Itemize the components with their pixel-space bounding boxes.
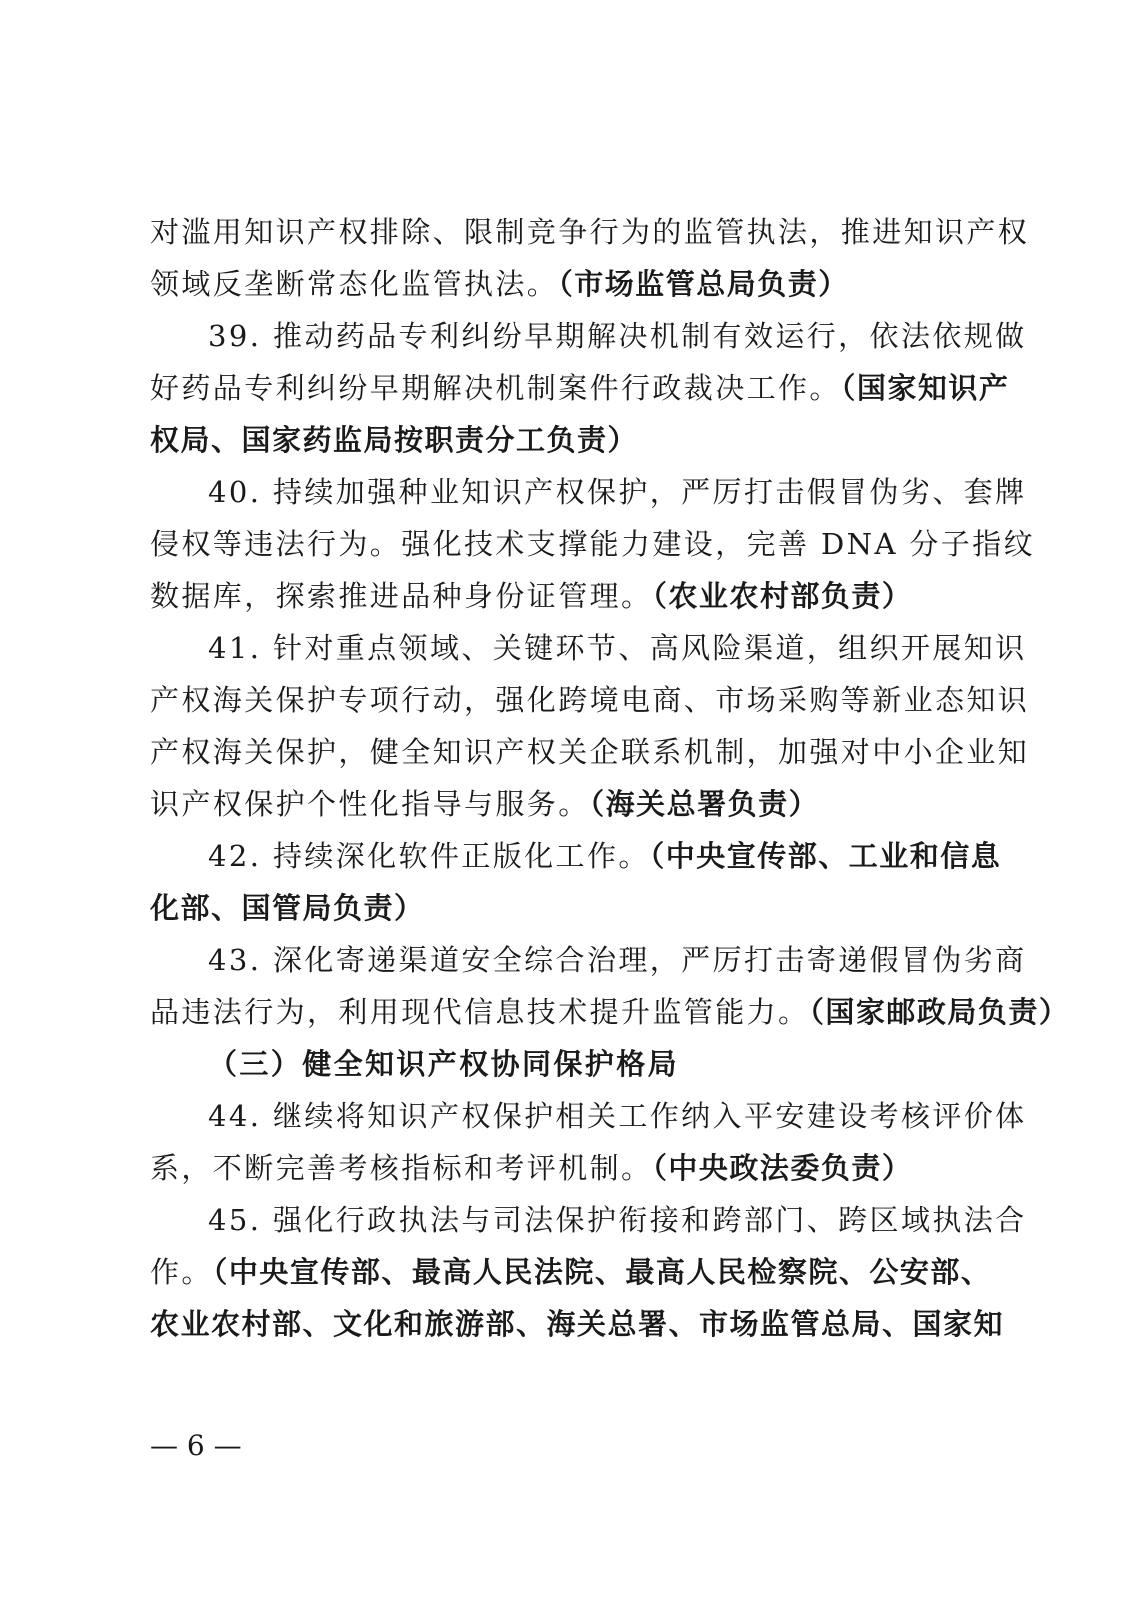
responsible-party: （中央宣传部、最高人民法院、最高人民检察院、公安部、	[212, 1255, 992, 1289]
page-number: — 6 —	[150, 1429, 242, 1462]
line-text: 40. 持续加强种业知识产权保护，严厉打击假冒伪劣、套牌	[208, 475, 1027, 509]
line-text: 数据库，探索推进品种身份证管理。	[150, 579, 653, 613]
line-text: 领域反垄断常态化监管执法。	[150, 267, 559, 301]
item-39-first-line	[208, 316, 1027, 356]
text-line	[150, 784, 980, 824]
line-text: 好药品专利纠纷早期解决机制案件行政裁决工作。	[150, 371, 841, 405]
line-text: 产权海关保护，健全知识产权关企联系机制，加强对中小企业知	[150, 735, 1030, 769]
section-heading	[208, 1044, 980, 1084]
item-45-first-line	[208, 1200, 1027, 1240]
responsible-party: （海关总署负责）	[589, 787, 820, 821]
item-40-first-line	[208, 472, 1027, 512]
line-text: 39. 推动药品专利纠纷早期解决机制有效运行，依法依规做	[208, 319, 1027, 353]
section-heading-text: （三）健全知识产权协同保护格局	[208, 1047, 680, 1081]
line-text: 43. 深化寄递渠道安全综合治理，严厉打击寄递假冒伪劣商	[208, 943, 1027, 977]
line-text: 识产权保护个性化指导与服务。	[150, 787, 590, 821]
text-line	[150, 264, 980, 304]
text-line	[150, 524, 1036, 564]
responsible-party: （国家知识产	[840, 371, 1010, 405]
responsible-party: （国家邮政局负责）	[809, 995, 1070, 1029]
text-line	[150, 212, 1030, 252]
text-line	[150, 888, 980, 928]
item-43-first-line	[208, 940, 1027, 980]
responsible-party: 权局、国家药监局按职责分工负责）	[150, 423, 639, 457]
line-text: 侵权等违法行为。强化技术支撑能力建设，完善 DNA 分子指纹	[150, 527, 1036, 561]
text-line	[150, 420, 980, 460]
line-text: 42. 持续深化软件正版化工作。	[208, 839, 650, 873]
text-line	[150, 368, 1010, 408]
item-41-first-line	[208, 628, 1027, 668]
text-line	[150, 680, 1030, 720]
line-text: 对滥用知识产权排除、限制竞争行为的监管执法，推进知识产权	[150, 215, 1030, 249]
line-text: 系，不断完善考核指标和考评机制。	[150, 1151, 653, 1185]
text-line	[150, 992, 1070, 1032]
text-line	[150, 1252, 992, 1292]
line-text: 45. 强化行政执法与司法保护衔接和跨部门、跨区域执法合	[208, 1203, 1027, 1237]
responsible-party: （中央宣传部、工业和信息	[649, 839, 1002, 873]
responsible-party: 化部、国管局负责）	[150, 891, 425, 925]
line-text: 41. 针对重点领域、关键环节、高风险渠道，组织开展知识	[208, 631, 1027, 665]
text-line	[150, 1148, 980, 1188]
item-44-first-line	[208, 1096, 1027, 1136]
line-text: 44. 继续将知识产权保护相关工作纳入平安建设考核评价体	[208, 1099, 1027, 1133]
responsible-party: （市场监管总局负责）	[558, 267, 849, 301]
text-line	[150, 732, 1030, 772]
responsible-party: 农业农村部、文化和旅游部、海关总署、市场监管总局、国家知	[150, 1307, 1005, 1341]
text-line	[150, 1304, 1005, 1344]
line-text: 品违法行为，利用现代信息技术提升监管能力。	[150, 995, 810, 1029]
responsible-party: （农业农村部负责）	[652, 579, 913, 613]
line-text: 产权海关保护专项行动，强化跨境电商、市场采购等新业态知识	[150, 683, 1030, 717]
text-line	[150, 576, 980, 616]
item-42-first-line	[208, 836, 1002, 876]
line-text: 作。	[150, 1255, 213, 1289]
responsible-party: （中央政法委负责）	[652, 1151, 913, 1185]
